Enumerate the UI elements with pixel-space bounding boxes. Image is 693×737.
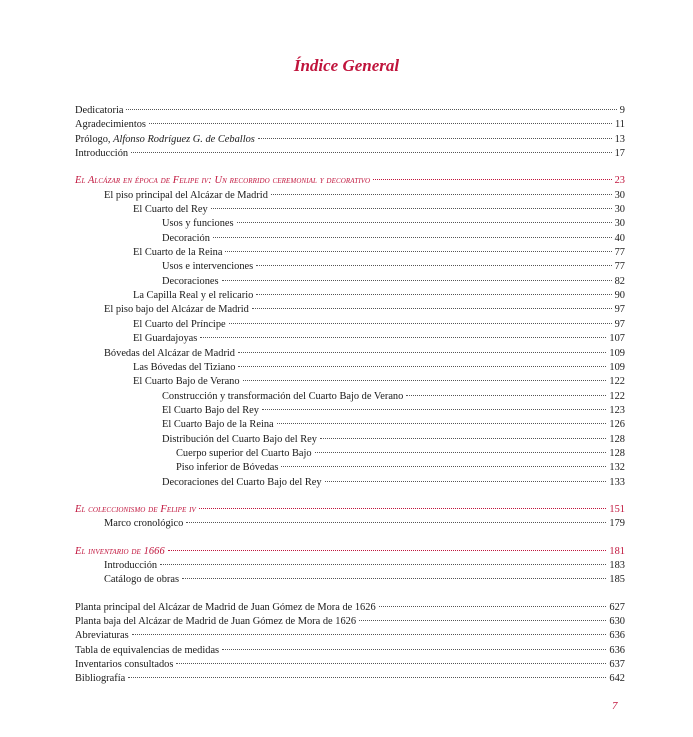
toc-entry [75, 672, 625, 686]
dot-leader [373, 179, 611, 180]
toc-entry-title: Usos e intervenciones [162, 261, 254, 273]
toc-entry-page: 128 [609, 433, 625, 445]
toc-entry [75, 118, 625, 132]
dot-leader [325, 481, 607, 482]
toc-entry [75, 275, 625, 289]
toc-entry-page: 128 [609, 447, 625, 459]
toc-entry [75, 332, 625, 346]
dot-leader [258, 138, 612, 139]
toc-entry-title: Inventarios consultados [75, 659, 174, 671]
toc-entry [75, 133, 625, 147]
toc-entry [75, 174, 625, 188]
toc-entry-page: 9 [619, 105, 625, 116]
toc-entry [75, 447, 625, 461]
toc-entry-title: El Cuarto Bajo de la Reina [162, 419, 274, 431]
dot-leader [359, 620, 606, 621]
toc-entry-page: 90 [614, 290, 625, 302]
toc-entry-title: Prólogo, Alfonso Rodríguez G. de Ceballos [75, 133, 255, 145]
toc-entry-title: Decoraciones del Cuarto Bajo del Rey [162, 476, 322, 488]
toc-entry-title: Catálogo de obras [104, 574, 180, 586]
dot-leader [320, 438, 606, 439]
dot-leader [229, 323, 612, 324]
toc-entry [75, 232, 625, 246]
toc-entry [75, 658, 625, 672]
toc-entry [75, 260, 625, 274]
toc-entry-page: 97 [614, 318, 625, 330]
toc-entry-page: 23 [614, 175, 625, 187]
toc-entry-page: 185 [609, 574, 625, 586]
toc-entry-title: El Cuarto del Príncipe [133, 318, 226, 330]
toc-entry-page: 13 [614, 133, 625, 145]
toc-entry-title: Las Bóvedas del Tiziano [133, 361, 236, 373]
toc-entry-page: 109 [609, 347, 625, 359]
toc-entry [75, 433, 625, 447]
toc-entry-title: Introducción [104, 559, 158, 571]
dot-leader [243, 380, 607, 381]
dot-leader [126, 109, 616, 110]
toc-entry-title: El Cuarto Bajo del Rey [162, 404, 259, 416]
toc-entry-title: Introducción [75, 148, 129, 160]
toc-entry [75, 246, 625, 260]
toc-entry [75, 545, 625, 559]
toc-entry-title: El Cuarto Bajo de Verano [133, 376, 240, 388]
toc-entry-title: Dedicatoria [75, 105, 124, 116]
toc-entry [75, 147, 625, 161]
dot-leader [182, 578, 606, 579]
toc-entry-title: La Capilla Real y el relicario [133, 290, 254, 302]
toc-entry-page: 179 [609, 518, 625, 530]
page-title: Índice General [293, 56, 400, 75]
dot-leader [160, 564, 606, 565]
toc-entry [75, 404, 625, 418]
toc-entry-page: 40 [614, 232, 625, 244]
toc-entry-page: 122 [609, 390, 625, 402]
toc-entry-page: 30 [614, 218, 625, 230]
toc-entry-page: 123 [609, 404, 625, 416]
dot-leader [225, 251, 611, 252]
dot-leader [200, 337, 606, 338]
toc-entry-page: 627 [609, 601, 625, 613]
toc-entry-page: 630 [609, 616, 625, 627]
toc-entry-title: Cuerpo superior del Cuarto Bajo [176, 447, 312, 459]
toc-entry-title: Bibliografía [75, 673, 126, 685]
toc-entry-title: Decoración [162, 232, 210, 244]
toc-entry-page: 122 [609, 376, 625, 388]
toc-entry-title: Tabla de equivalencias de medidas [75, 644, 220, 656]
toc-entry [75, 104, 625, 118]
toc-entry-title: Planta baja del Alcázar de Madrid de Juan Gómez de Mora de 1626 [75, 616, 357, 627]
toc-entry-page: 151 [609, 503, 625, 515]
dot-leader [406, 395, 606, 396]
toc-entry [75, 418, 625, 432]
toc-entry-title: Abreviaturas [75, 630, 129, 642]
toc-entry-title: El piso bajo del Alcázar de Madrid [104, 304, 249, 316]
toc-entry-title: El Alcázar en época de Felipe iv: Un recorrido ceremonial y decorativo [75, 175, 371, 187]
dot-leader [256, 294, 611, 295]
dot-leader [315, 452, 607, 453]
table-of-contents [75, 104, 625, 687]
toc-entry [75, 503, 625, 517]
toc-entry [75, 203, 625, 217]
toc-entry-page: 97 [614, 304, 625, 316]
toc-entry-title: El piso principal del Alcázar de Madrid [104, 189, 268, 201]
dot-leader [149, 123, 612, 124]
toc-entry-page: 132 [609, 462, 625, 474]
toc-entry [75, 644, 625, 658]
toc-entry-page: 126 [609, 419, 625, 431]
dot-leader [237, 222, 612, 223]
toc-entry-title: Decoraciones [162, 275, 219, 287]
toc-entry [75, 361, 625, 375]
toc-entry-title: Usos y funciones [162, 218, 234, 230]
toc-entry-title: El Cuarto del Rey [133, 204, 208, 216]
toc-entry-page: 17 [614, 148, 625, 160]
toc-entry-page: 77 [614, 261, 625, 273]
dot-leader [128, 677, 606, 678]
toc-entry [75, 390, 625, 404]
dot-leader [277, 423, 607, 424]
toc-entry-author: Alfonso Rodríguez G. de Ceballos [113, 133, 255, 145]
toc-entry-page: 133 [609, 476, 625, 488]
dot-leader [222, 649, 606, 650]
toc-entry [75, 289, 625, 303]
dot-leader [281, 466, 606, 467]
toc-entry-title: El Cuarto de la Reina [133, 247, 223, 259]
toc-entry [75, 476, 625, 490]
toc-entry-title: Bóvedas del Alcázar de Madrid [104, 347, 235, 359]
dot-leader [213, 237, 612, 238]
toc-entry [75, 461, 625, 475]
dot-leader [238, 352, 606, 353]
page-number: 7 [612, 700, 618, 712]
toc-entry [75, 189, 625, 203]
toc-entry-title: Planta principal del Alcázar de Madrid de Juan Gómez de Mora de 1626 [75, 601, 376, 613]
toc-entry-page: 107 [609, 333, 625, 345]
dot-leader [262, 409, 606, 410]
toc-entry-title: El inventario de 1666 [75, 545, 165, 557]
dot-leader [132, 634, 607, 635]
toc-entry [75, 559, 625, 573]
toc-entry-page: 183 [609, 559, 625, 571]
dot-leader [379, 606, 607, 607]
toc-entry-title: Construcción y transformación del Cuarto Bajo de Verano [162, 390, 404, 402]
toc-entry [75, 347, 625, 361]
dot-leader [256, 265, 611, 266]
toc-entry [75, 375, 625, 389]
toc-entry-title: Distribución del Cuarto Bajo del Rey [162, 433, 317, 445]
dot-leader [271, 194, 612, 195]
toc-entry-title: El Guardajoyas [133, 333, 198, 345]
dot-leader [211, 208, 612, 209]
toc-entry [75, 601, 625, 615]
toc-entry [75, 573, 625, 587]
toc-entry [75, 303, 625, 317]
toc-entry [75, 217, 625, 231]
toc-entry [75, 517, 625, 531]
toc-entry-title: Piso inferior de Bóvedas [176, 462, 279, 474]
toc-entry-title: Agradecimientos [75, 119, 146, 131]
toc-entry [75, 629, 625, 643]
dot-leader [252, 308, 612, 309]
toc-entry-page: 642 [609, 673, 625, 685]
toc-entry [75, 615, 625, 629]
dot-leader [168, 550, 607, 551]
toc-entry-page: 181 [609, 545, 625, 557]
toc-entry-page: 30 [614, 189, 625, 201]
dot-leader [199, 508, 607, 509]
toc-entry-page: 637 [609, 659, 625, 671]
toc-entry-page: 11 [614, 119, 625, 131]
toc-entry-page: 636 [609, 644, 625, 656]
toc-entry [75, 318, 625, 332]
toc-entry-page: 82 [614, 275, 625, 287]
dot-leader [238, 366, 606, 367]
toc-entry-title: El coleccionismo de Felipe iv [75, 503, 196, 515]
dot-leader [176, 663, 606, 664]
toc-entry-page: 636 [609, 630, 625, 642]
toc-entry-page: 109 [609, 361, 625, 373]
dot-leader [186, 522, 606, 523]
toc-entry-page: 30 [614, 204, 625, 216]
toc-entry-page: 77 [614, 247, 625, 259]
dot-leader [131, 152, 612, 153]
dot-leader [222, 280, 612, 281]
toc-entry-title: Marco cronológico [104, 518, 184, 530]
